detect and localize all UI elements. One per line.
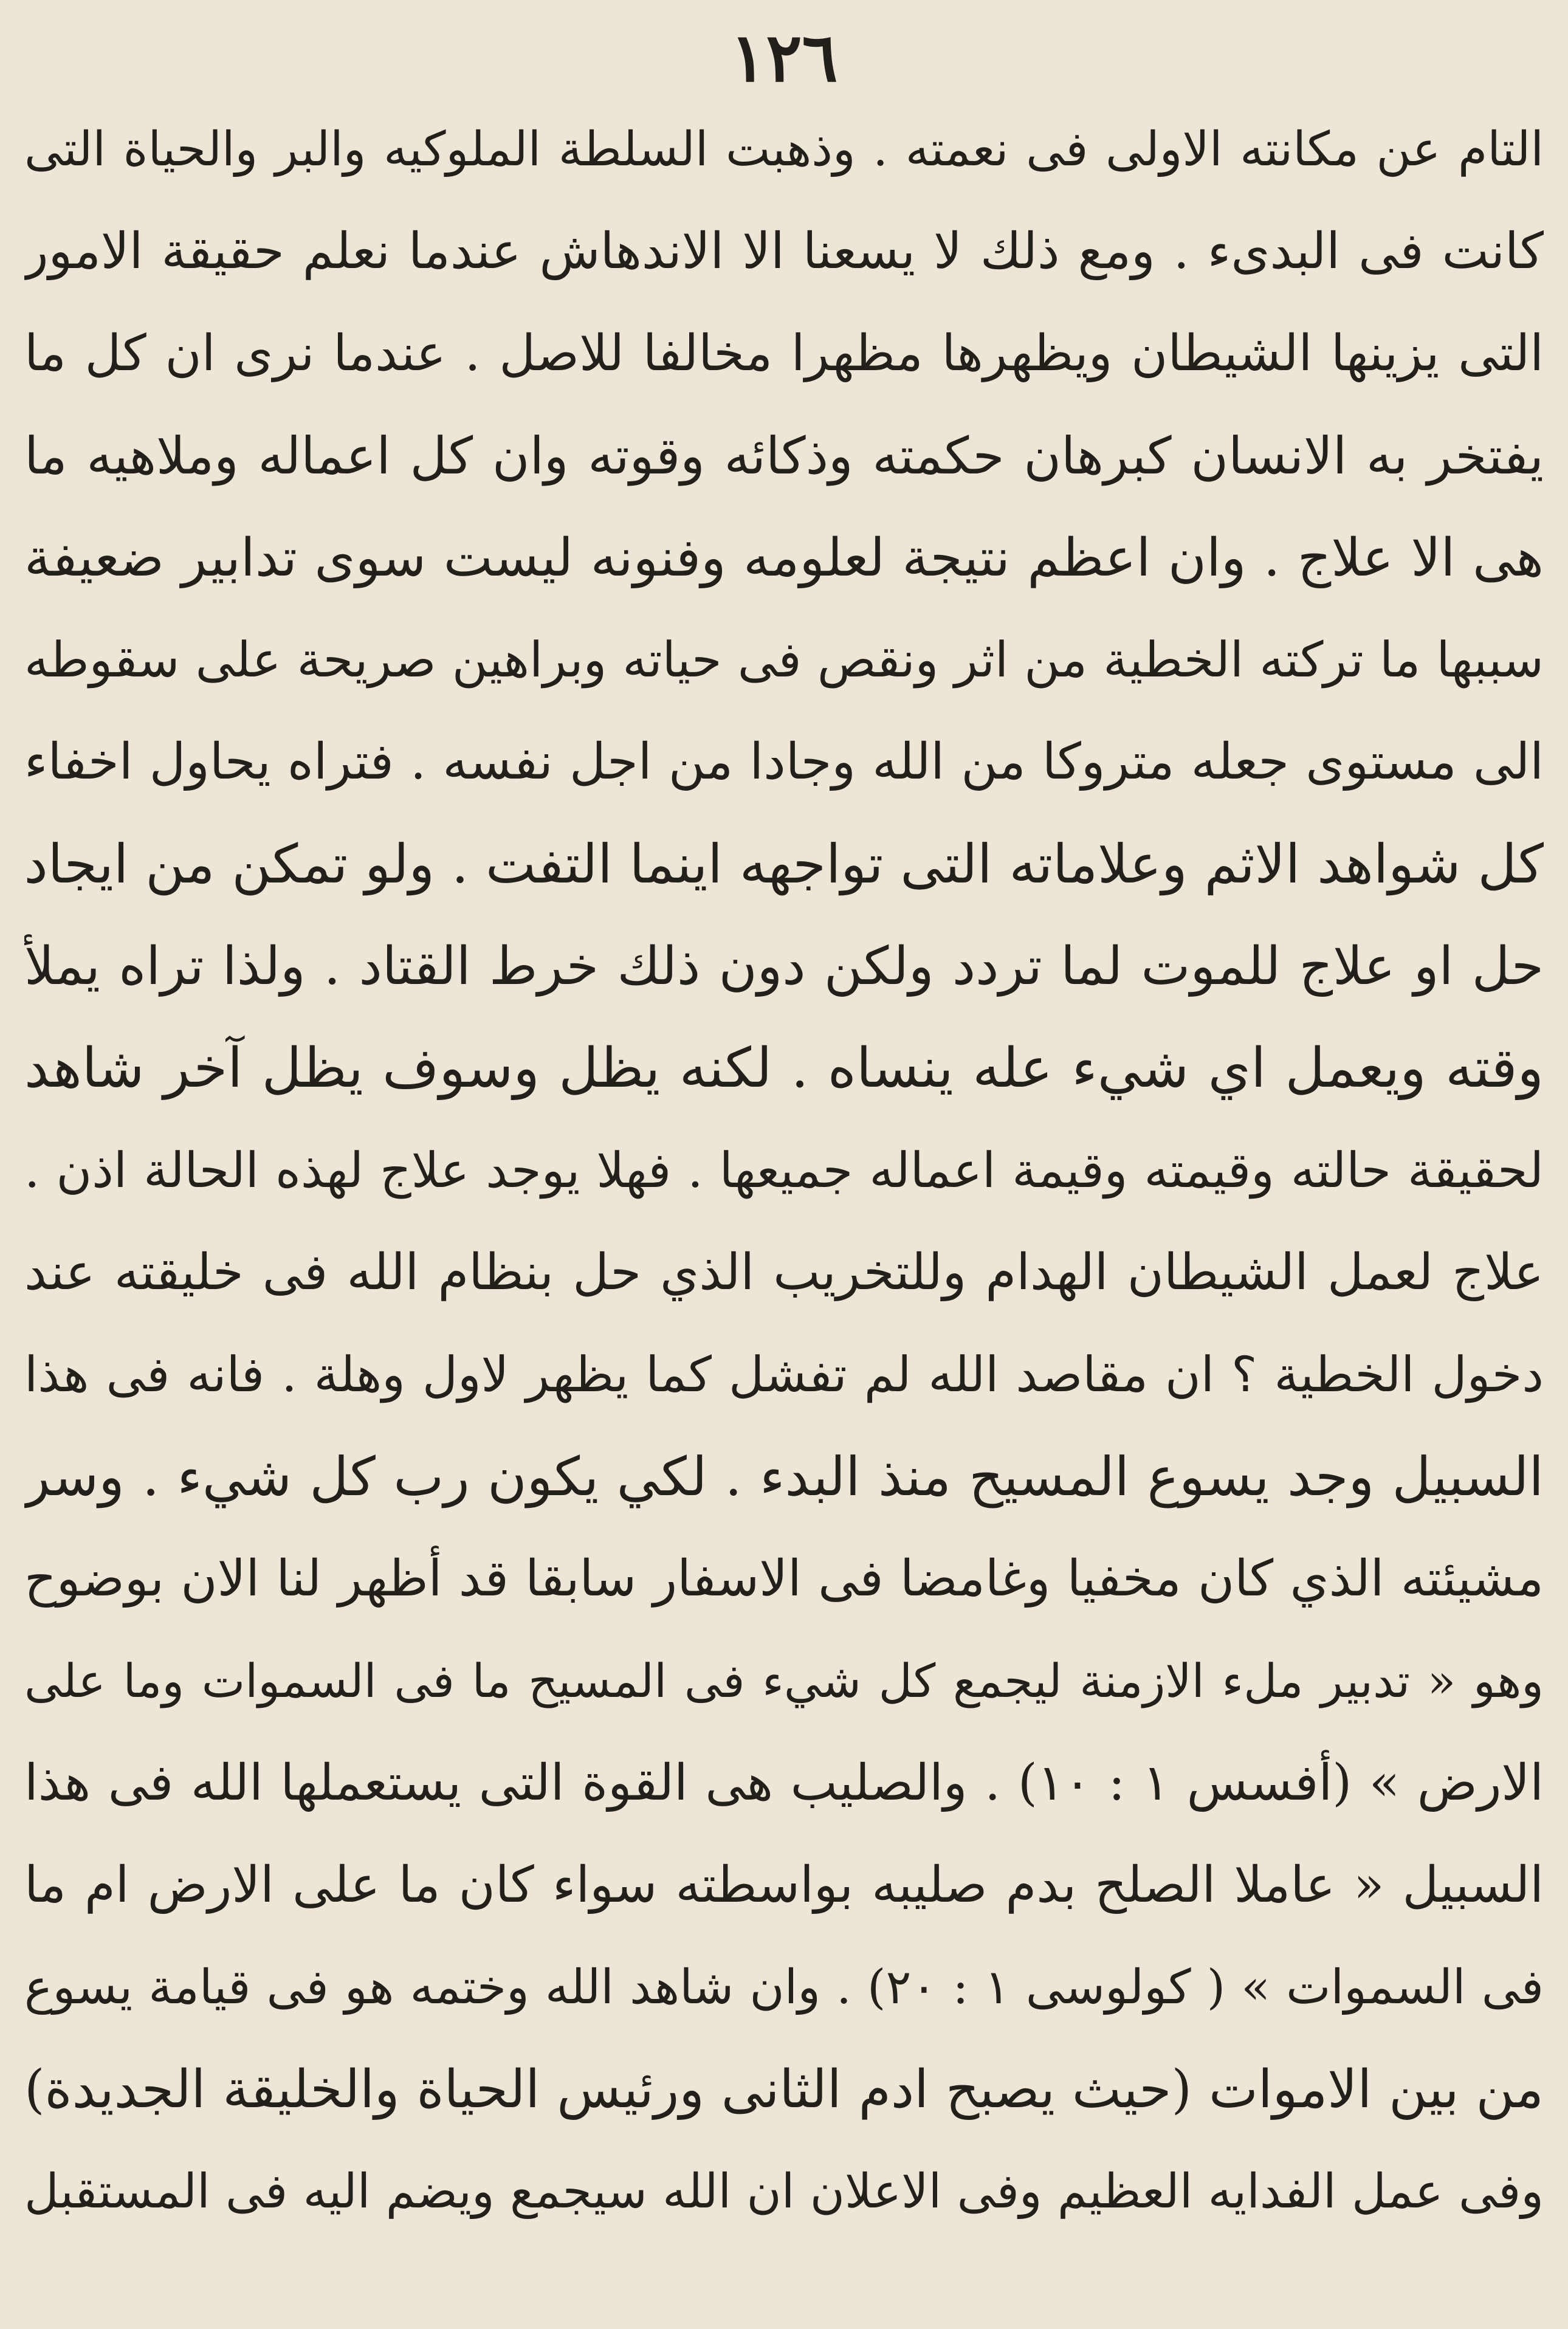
text-line: كل شواهد الاثم وعلاماته التى تواجهه اينما التفت . ولو تمكن من ايجاد xyxy=(24,833,1544,895)
text-line: مشيئته الذي كان مخفيا وغامضا فى الاسفار سابقا قد أظهر لنا الان بوضوح xyxy=(24,1550,1544,1608)
text-line: من بين الاموات (حيث يصبح ادم الثانى ورئيس الحياة والخليقة الجديدة) xyxy=(24,2059,1544,2120)
text-line: الارض » (أفسس ١ : ١٠) . والصليب هى القوة التى يستعملها الله فى هذا xyxy=(24,1754,1544,1812)
text-line: السبيل وجد يسوع المسيح منذ البدء . لكي يكون رب كل شيء . وسر xyxy=(24,1445,1544,1508)
page-number: ١٢٦ xyxy=(730,18,838,97)
text-line: وفى عمل الفدايه العظيم وفى الاعلان ان الله سيجمع ويضم اليه فى المستقبل xyxy=(24,2164,1544,2219)
text-line: التام عن مكانته الاولى فى نعمته . وذهبت السلطة الملوكيه والبر والحياة التى xyxy=(24,122,1544,177)
text-line: علاج لعمل الشيطان الهدام وللتخريب الذي حل بنظام الله فى خليقته عند xyxy=(24,1244,1544,1301)
text-line: دخول الخطية ؟ ان مقاصد الله لم تفشل كما يظهر لاول وهلة . فانه فى هذا xyxy=(24,1346,1544,1403)
text-line: وهو « تدبير ملء الازمنة ليجمع كل شيء فى المسيح ما فى السموات وما على xyxy=(24,1654,1544,1708)
text-line: فى السموات » ( كولوسى ١ : ٢٠) . وان شاهد الله وختمه هو فى قيامة يسوع xyxy=(24,1960,1544,2015)
body-text xyxy=(24,98,1544,2243)
text-line: كانت فى البدىء . ومع ذلك لا يسعنا الا الاندهاش عندما نعلم حقيقة الامور xyxy=(24,222,1544,280)
text-line: السبيل « عاملا الصلح بدم صليبه بواسطته سواء كان ما على الارض ام ما xyxy=(24,1856,1544,1914)
text-line: هى الا علاج . وان اعظم نتيجة لعلومه وفنونه ليست سوى تدابير ضعيفة xyxy=(24,528,1544,588)
text-line: سببها ما تركته الخطية من اثر ونقص فى حياته وبراهين صريحة على سقوطه xyxy=(24,631,1544,688)
text-line: يفتخر به الانسان كبرهان حكمته وذكائه وقوته وان كل اعماله وملاهيه ما xyxy=(24,426,1544,486)
text-line: وقته ويعمل اي شيء عله ينساه . لكنه يظل وسوف يظل آخر شاهد xyxy=(24,1036,1544,1100)
text-line: لحقيقة حالته وقيمته وقيمة اعماله جميعها . فهلا يوجد علاج لهذه الحالة اذن . xyxy=(24,1142,1544,1199)
text-line: التى يزينها الشيطان ويظهرها مظهرا مخالفا للاصل . عندما نرى ان كل ما xyxy=(24,325,1544,382)
text-line: الى مستوى جعله متروكا من الله وجادا من اجل نفسه . فتراه يحاول اخفاء xyxy=(24,733,1544,791)
text-line: حل او علاج للموت لما تردد ولكن دون ذلك خرط القتاد . ولذا تراه يملأ xyxy=(24,936,1544,997)
